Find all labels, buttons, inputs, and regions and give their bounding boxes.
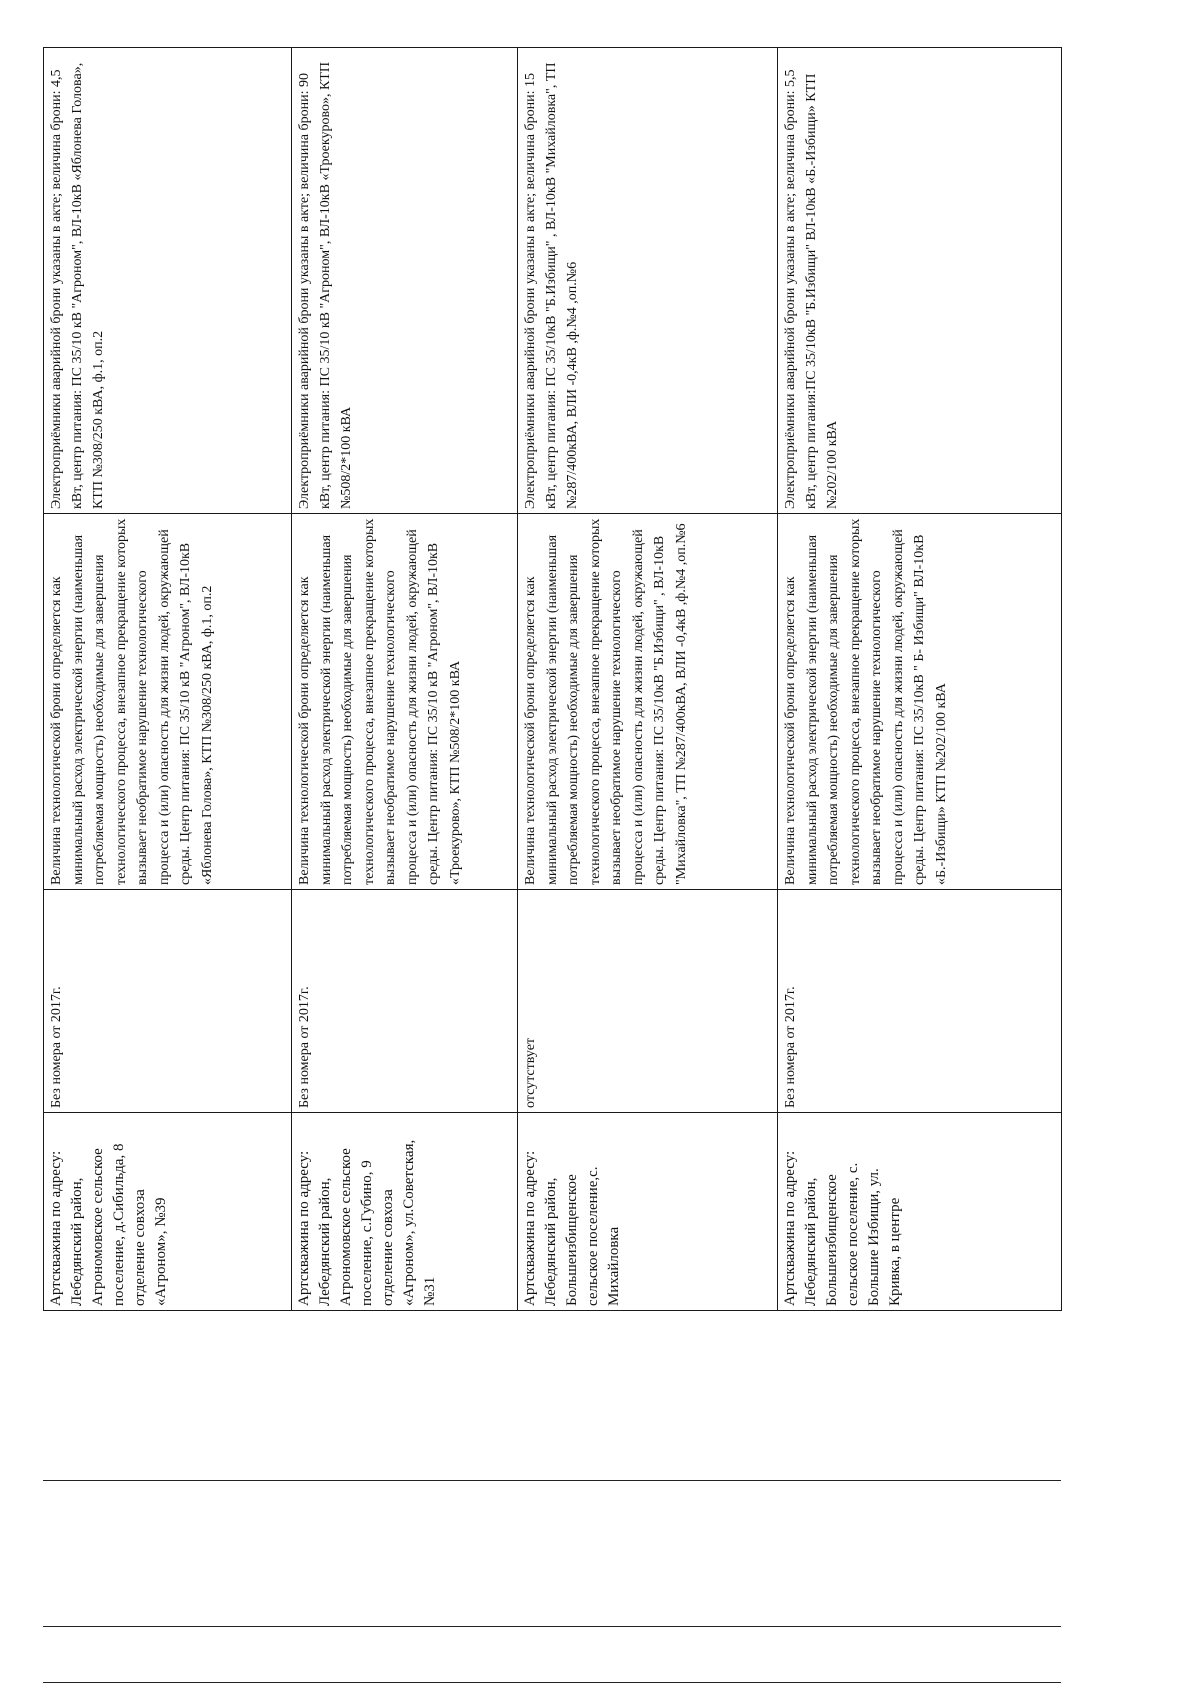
signature-line bbox=[43, 1480, 1061, 1481]
emergency-reserve-cell: Электроприёмники аварийной брони указаны в акте; величина брони: 15 кВт, центр питания: ПС 35/10кВ "Б.Избищи" , ВЛ-10кВ "Михайловка", ТП №287/400кВА, ВЛИ -0,4кВ ,ф.№4 ,оп.№6 bbox=[518, 48, 778, 514]
emergency-reserve-cell: Электроприёмники аварийной брони указаны в акте; величина брони: 90 кВт, центр питания: ПС 35/10 кВ "Агроном", ВЛ-10кВ «Троекурово», КТП №508/2*100 кВА bbox=[292, 48, 518, 514]
location-cell: Артскважина по адресу: Лебедянский район, Агрономовское сельское поселение, с.Губино, 9 отделение совхоза «Агроном», ул.Советская, №31 bbox=[292, 1113, 518, 1311]
tech-reserve-cell: Величина технологической брони определяется как минимальный расход электрической энергии (наименьшая потребляемая мощность) необходимые для завершения технологического процесса, внезапное прекращение которых вызывает необратимое нарушение технологического процесса и (или) опасность для жизни людей, окружающей среды. Центр питания: ПС 35/10 кВ "Агроном", ВЛ-10кВ «Яблонева Голова», КТП №308/250 кВА, ф.1, оп.2 bbox=[44, 514, 292, 890]
signature-line bbox=[43, 1682, 1061, 1683]
tech-reserve-cell: Величина технологической брони определяется как минимальный расход электрической энергии (наименьшая потребляемая мощность) необходимые для завершения технологического процесса, внезапное прекращение которых вызывает необратимое нарушение технологического процесса и (или) опасность для жизни людей, окружающей среды. Центр питания: ПС 35/10кВ " Б- Избищи" ВЛ-10кВ «Б.-Избищи» КТП №202/100 кВА bbox=[778, 514, 1062, 890]
tech-reserve-cell: Величина технологической брони определяется как минимальный расход электрической энергии (наименьшая потребляемая мощность) необходимые для завершения технологического процесса, внезапное прекращение которых вызывает необратимое нарушение технологического процесса и (или) опасность для жизни людей, окружающей среды. Центр питания: ПС 35/10 кВ "Агроном", ВЛ-10кВ «Троекурово», КТП №508/2*100 кВА bbox=[292, 514, 518, 890]
table-row bbox=[778, 48, 1062, 1311]
tech-reserve-cell: Величина технологической брони определяется как минимальный расход электрической энергии (наименьшая потребляемая мощность) необходимые для завершения технологического процесса, внезапное прекращение которых вызывает необратимое нарушение технологического процесса и (или) опасность для жизни людей, окружающей среды. Центр питания: ПС 35/10кВ "Б.Избищи" , ВЛ-10кВ "Михайловка", ТП №287/400кВА, ВЛИ -0,4кВ ,ф.№4 ,оп.№6 bbox=[518, 514, 778, 890]
act-cell: отсутствует bbox=[518, 890, 778, 1113]
act-cell: Без номера от 2017г. bbox=[292, 890, 518, 1113]
act-cell: Без номера от 2017г. bbox=[44, 890, 292, 1113]
emergency-reserve-cell: Электроприёмники аварийной брони указаны в акте; величина брони: 5,5 кВт, центр питания:ПС 35/10кВ "Б.Избищи" ВЛ-10кВ «Б.-Избищи» КТП №202/100 кВА bbox=[778, 48, 1062, 514]
table-row bbox=[44, 48, 292, 1311]
rotated-table-container bbox=[43, 48, 1061, 1311]
location-cell: Артскважина по адресу: Лебедянский район, Большеизбищенское сельское поселение,с. Михайловка bbox=[518, 1113, 778, 1311]
table-row bbox=[292, 48, 518, 1311]
signature-line bbox=[43, 1626, 1061, 1627]
location-cell: Артскважина по адресу: Лебедянский район, Большеизбищенское сельское поселение, с. Большие Избищи, ул. Кривка, в центре bbox=[778, 1113, 1062, 1311]
act-cell: Без номера от 2017г. bbox=[778, 890, 1062, 1113]
emergency-reserve-cell: Электроприёмники аварийной брони указаны в акте; величина брони: 4,5 кВт, центр питания: ПС 35/10 кВ "Агроном", ВЛ-10кВ «Яблонева Голова», КТП №308/250 кВА, ф.1, оп.2 bbox=[44, 48, 292, 514]
reserve-table bbox=[43, 47, 1062, 1311]
table-row bbox=[518, 48, 778, 1311]
location-cell: Артскважина по адресу: Лебедянский район, Агрономовское сельское поселение, д.Сибильда, 8 отделение совхоза «Агроном», №39 bbox=[44, 1113, 292, 1311]
